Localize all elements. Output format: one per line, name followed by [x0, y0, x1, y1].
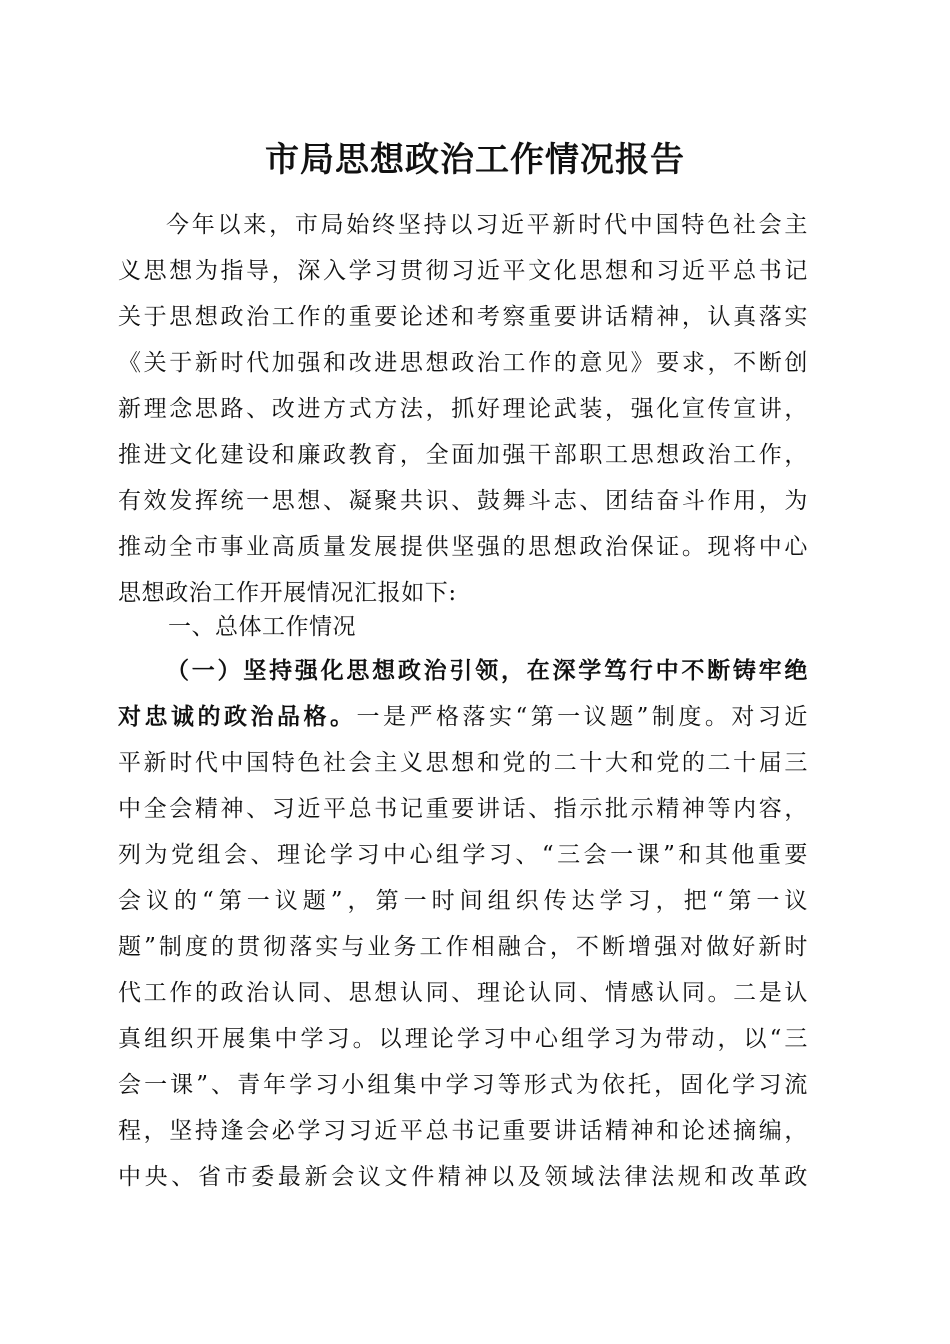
- intro-line: 推动全市事业高质量发展提供坚强的思想政治保证。现将中心: [118, 534, 808, 560]
- paragraph-line: 中全会精神、习近平总书记重要讲话、指示批示精神等内容，: [118, 796, 808, 822]
- intro-line: 新理念思路、改进方式方法，抓好理论武装，强化宣传宣讲，: [118, 396, 808, 422]
- paragraph-line: 会一课”、青年学习小组集中学习等形式为依托，固化学习流: [118, 1072, 808, 1098]
- intro-line: 今年以来，市局始终坚持以习近平新时代中国特色社会主: [166, 212, 808, 238]
- document-title: 市局思想政治工作情况报告: [265, 140, 685, 180]
- intro-line: 义思想为指导，深入学习贯彻习近平文化思想和习近平总书记: [118, 258, 808, 284]
- paragraph-line: 真组织开展集中学习。以理论学习中心组学习为带动，以“三: [118, 1026, 808, 1052]
- paragraph-line: 程，坚持逢会必学习习近平总书记重要讲话精神和论述摘编，: [118, 1118, 808, 1144]
- paragraph-line: 平新时代中国特色社会主义思想和党的二十大和党的二十届三: [118, 750, 808, 776]
- paragraph-line: 会议的“第一议题”，第一时间组织传达学习，把“第一议: [118, 888, 808, 914]
- intro-paragraph: [118, 202, 808, 616]
- paragraph-lead-continuation: 对忠诚的政治品格。: [118, 704, 357, 730]
- paragraph-text: 一是严格落实“第一议题”制度。对习近: [356, 704, 808, 730]
- intro-line: 推进文化建设和廉政教育，全面加强干部职工思想政治工作，: [118, 442, 808, 468]
- section-1-paragraph: [118, 648, 808, 1200]
- section-heading: 一、总体工作情况: [168, 614, 356, 640]
- intro-line: 《关于新时代加强和改进思想政治工作的意见》要求，不断创: [118, 350, 808, 376]
- paragraph-line: [118, 694, 808, 740]
- paragraph-line: 代工作的政治认同、思想认同、理论认同、情感认同。二是认: [118, 980, 808, 1006]
- paragraph-line: 题”制度的贯彻落实与业务工作相融合，不断增强对做好新时: [118, 934, 808, 960]
- intro-line: 思想政治工作开展情况汇报如下:: [118, 580, 457, 606]
- intro-line: 关于思想政治工作的重要论述和考察重要讲话精神，认真落实: [118, 304, 808, 330]
- paragraph-line: 列为党组会、理论学习中心组学习、“三会一课”和其他重要: [118, 842, 808, 868]
- paragraph-lead: （一）坚持强化思想政治引领，在深学笃行中不断铸牢绝: [166, 658, 808, 684]
- intro-line: 有效发挥统一思想、凝聚共识、鼓舞斗志、团结奋斗作用，为: [118, 488, 808, 514]
- paragraph-line: 中央、省市委最新会议文件精神以及领域法律法规和改革政: [118, 1164, 808, 1190]
